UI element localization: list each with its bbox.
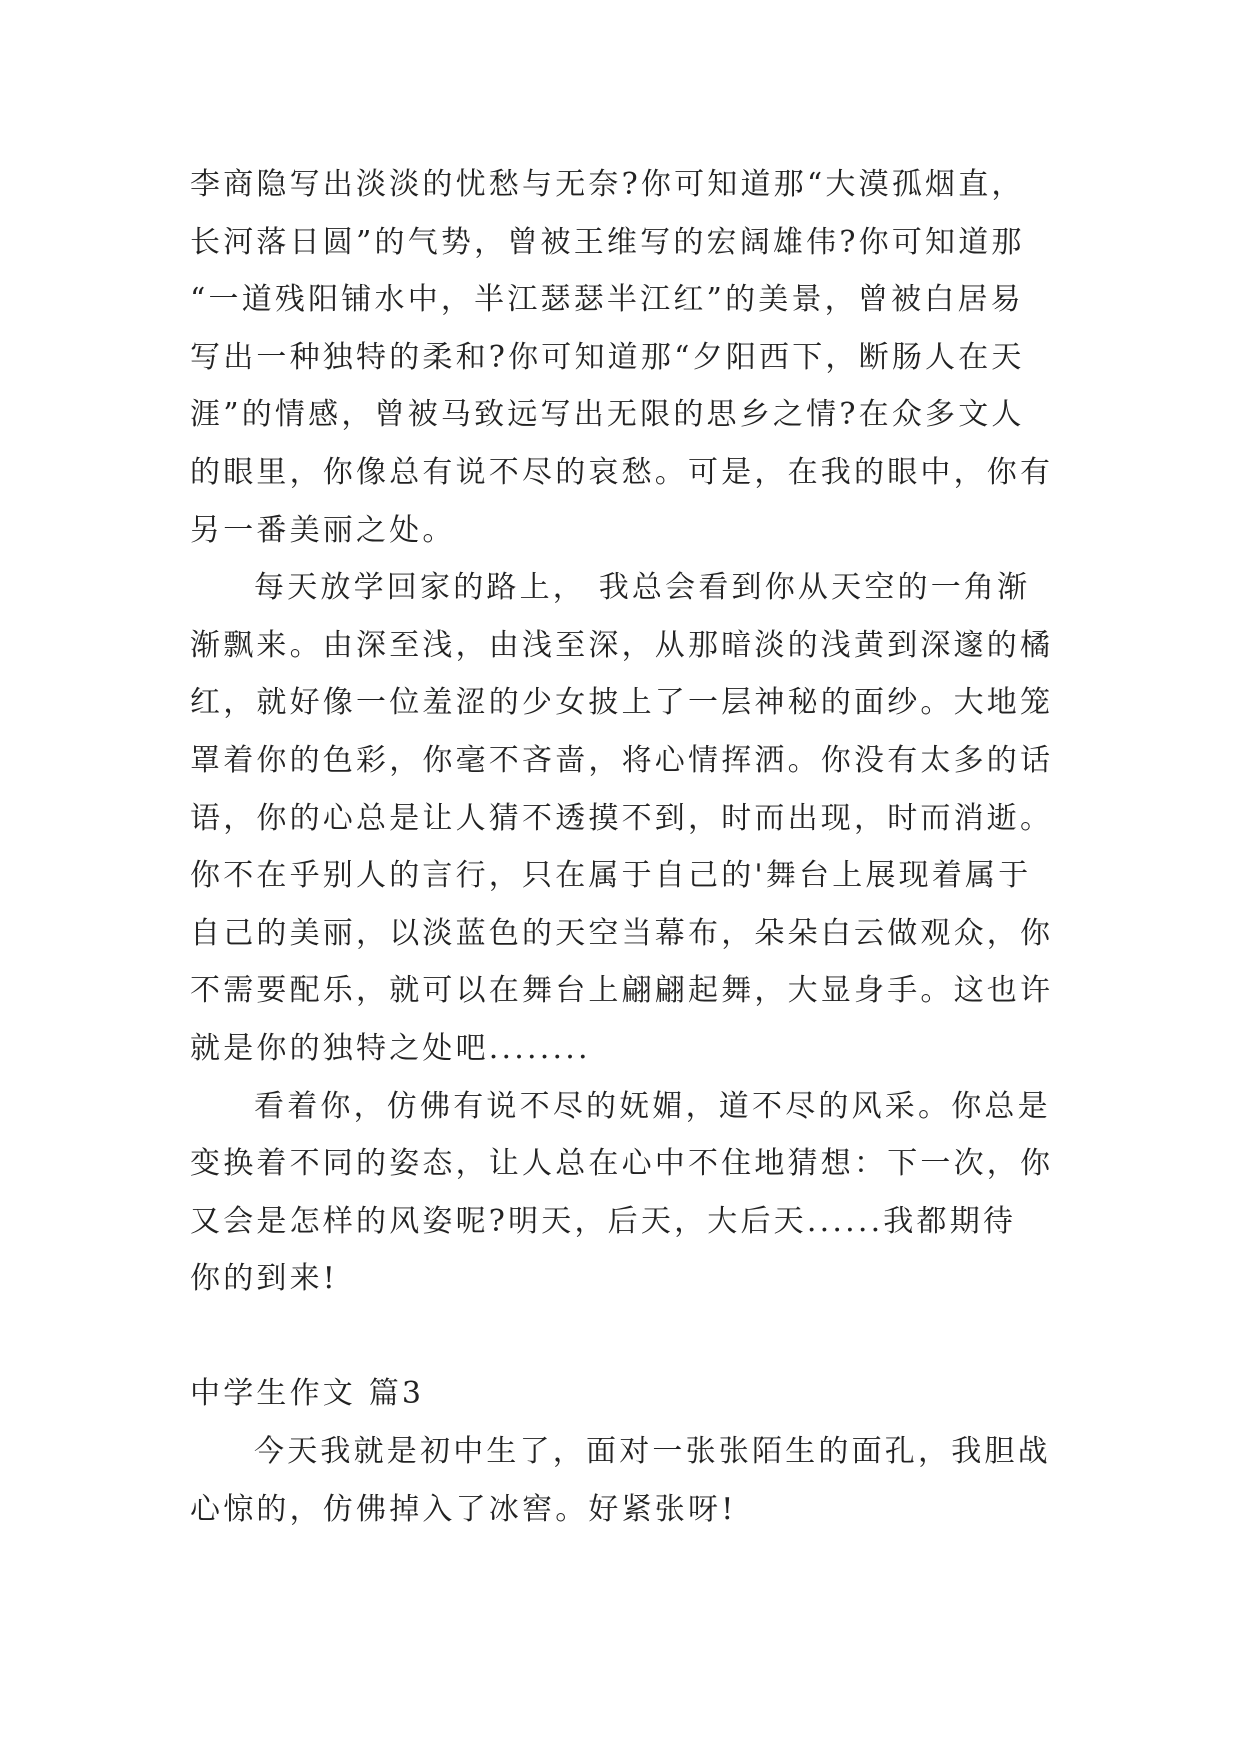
paragraph bbox=[190, 1423, 1110, 1538]
text-line: 另一番美丽之处。 bbox=[190, 512, 456, 548]
document-body bbox=[190, 156, 1110, 1538]
text-line: 的眼里，你像总有说不尽的哀愁。可是，在我的眼中，你有 bbox=[190, 454, 1054, 490]
text-line: 看着你，仿佛有说不尽的妩媚，道不尽的风采。你总是 bbox=[254, 1088, 1051, 1124]
text-line: 红，就好像一位羞涩的少女披上了一层神秘的面纱。大地笼 bbox=[190, 685, 1054, 721]
text-line: 罩着你的色彩，你毫不吝啬，将心情挥洒。你没有太多的话 bbox=[190, 742, 1054, 778]
text-line: 不需要配乐，就可以在舞台上翩翩起舞，大显身手。这也许 bbox=[190, 973, 1054, 1009]
text-line: 你的到来! bbox=[190, 1261, 339, 1297]
text-line: 涯”的情感，曾被马致远写出无限的思乡之情?在众多文人 bbox=[190, 397, 1025, 433]
paragraph bbox=[190, 559, 1110, 1077]
text-line: 心惊的，仿佛掉入了冰窖。好紧张呀! bbox=[190, 1491, 737, 1527]
paragraph bbox=[190, 1078, 1110, 1308]
text-line: 长河落日圆”的气势，曾被王维写的宏阔雄伟?你可知道那 bbox=[190, 224, 1025, 260]
text-line: “一道残阳铺水中，半江瑟瑟半江红”的美景，曾被白居易 bbox=[190, 282, 1024, 318]
text-line: 你不在乎别人的言行，只在属于自己的'舞台上展现着属于 bbox=[190, 858, 1032, 894]
text-line: 写出一种独特的柔和?你可知道那“夕阳西下，断肠人在天 bbox=[190, 339, 1025, 375]
paragraph bbox=[190, 156, 1110, 559]
text-line: 李商隐写出淡淡的忧愁与无奈?你可知道那“大漠孤烟直， bbox=[190, 167, 1025, 202]
section-heading: 中学生作文 篇3 bbox=[190, 1376, 425, 1412]
text-line: 就是你的独特之处吧........ bbox=[190, 1030, 591, 1066]
text-line: 变换着不同的姿态，让人总在心中不住地猜想：下一次，你 bbox=[190, 1146, 1054, 1182]
text-line: 又会是怎样的风姿呢?明天，后天，大后天......我都期待 bbox=[190, 1203, 1017, 1239]
text-line: 渐飘来。由深至浅，由浅至深，从那暗淡的浅黄到深邃的橘 bbox=[190, 627, 1054, 663]
text-line: 自己的美丽，以淡蓝色的天空当幕布，朵朵白云做观众，你 bbox=[190, 915, 1054, 951]
text-line: 今天我就是初中生了，面对一张张陌生的面孔，我胆战 bbox=[254, 1434, 1051, 1470]
blank-line bbox=[190, 1308, 1110, 1366]
text-line: 语，你的心总是让人猜不透摸不到，时而出现，时而消逝。 bbox=[190, 800, 1054, 836]
text-line: 每天放学回家的路上， 我总会看到你从天空的一角渐 bbox=[254, 570, 1031, 606]
